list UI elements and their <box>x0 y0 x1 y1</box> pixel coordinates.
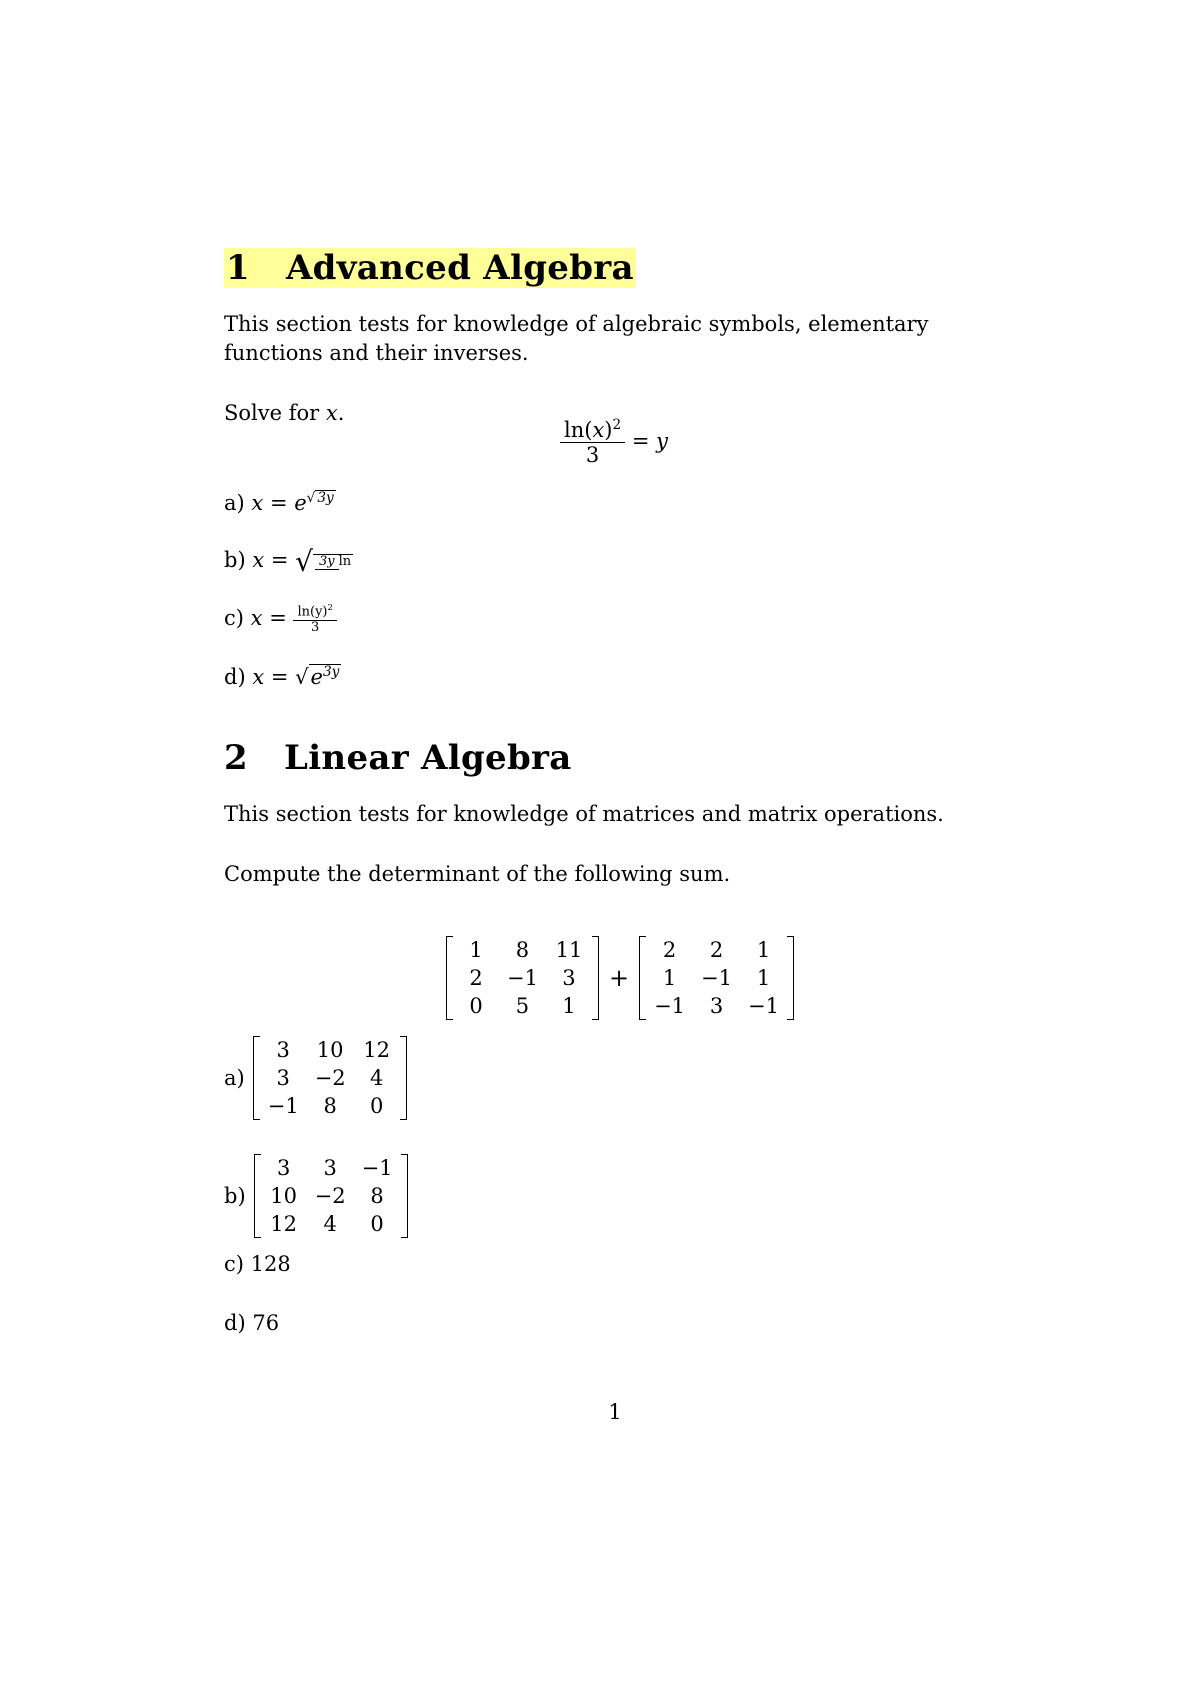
section-2-heading <box>224 738 572 778</box>
matrix-cell: −2 <box>314 1066 346 1090</box>
matrix-cell: 3 <box>323 1156 337 1180</box>
matrix-cell: 12 <box>270 1212 297 1236</box>
matrix-cell: −1 <box>361 1156 393 1180</box>
matrix-cell: 3 <box>276 1156 291 1180</box>
matrix-sum <box>446 936 794 1020</box>
matrix-cell: 1 <box>562 994 576 1018</box>
matrix-cell: 12 <box>363 1038 391 1062</box>
matrix-cell: 3 <box>709 994 724 1018</box>
matrix-cell: 1 <box>469 938 483 962</box>
matrix-cell: −1 <box>748 994 779 1018</box>
prompt-text: Solve for <box>224 401 320 425</box>
matrix-row <box>646 964 787 992</box>
matrix-cell: 8 <box>323 1094 337 1118</box>
heading-highlight <box>224 248 636 288</box>
section-number: 1 <box>226 248 250 288</box>
matrix-cell: 1 <box>756 966 771 990</box>
matrix-cell: 8 <box>515 938 530 962</box>
matrix-row <box>260 1064 400 1092</box>
matrix-row <box>261 1154 401 1182</box>
matrix-cell: −1 <box>701 966 733 990</box>
matrix-option-a <box>253 1036 407 1120</box>
option-b: b) x = √ 3y ln <box>224 545 352 578</box>
matrix-row <box>453 936 592 964</box>
option-2d: d) 76 <box>224 1311 280 1335</box>
matrix-a <box>446 936 599 1020</box>
section-1-prompt: Solve for x. <box>224 401 345 425</box>
matrix-b <box>639 936 794 1020</box>
section-1-intro: This section tests for knowledge of algebraic symbols, elementary functions and their inverses. <box>224 312 929 365</box>
matrix-cell: −1 <box>507 966 538 990</box>
matrix-cell: 0 <box>370 1212 384 1236</box>
matrix-option-b <box>254 1154 408 1238</box>
matrix-cell: 0 <box>369 1094 384 1118</box>
section-2-prompt: Compute the determinant of the following sum. <box>224 862 731 886</box>
matrix-cell: 2 <box>709 938 724 962</box>
matrix-row <box>646 936 787 964</box>
matrix-cell: 3 <box>276 1066 290 1090</box>
matrix-cell: 5 <box>515 994 530 1018</box>
option-2b: b) 3 3 −1 10 −2 8 12 4 0 <box>224 1154 408 1238</box>
option-c: c) x = $\frac{\ln(y)^2}{3}$ <box>224 603 337 636</box>
equation-fraction: $\frac{\ln(x)^2}{3}$ <box>560 418 625 467</box>
option-a: a) $x = e^{√ 3y}$ <box>224 490 334 515</box>
matrix-cell: 2 <box>469 966 483 990</box>
matrix-row <box>453 964 592 992</box>
matrix-cell: 11 <box>555 938 583 962</box>
matrix-cell: 4 <box>323 1212 337 1236</box>
matrix-cell: 8 <box>370 1184 384 1208</box>
main-equation: $\frac{\ln(x)^2}{3}$ = y <box>560 418 668 467</box>
matrix-cell: 1 <box>662 966 677 990</box>
matrix-cell: −1 <box>267 1094 299 1118</box>
matrix-cell: 3 <box>276 1038 290 1062</box>
section-number: 2 <box>224 738 248 778</box>
matrix-cell: 3 <box>562 966 576 990</box>
matrix-cell: 10 <box>270 1184 297 1208</box>
plus-sign: + <box>608 964 630 992</box>
option-2a: a) 3 10 12 3 −2 4 −1 8 0 <box>224 1036 407 1120</box>
matrix-cell: 10 <box>316 1038 344 1062</box>
section-title: Advanced Algebra <box>286 248 634 288</box>
matrix-row <box>260 1092 400 1120</box>
matrix-cell: −1 <box>654 994 686 1018</box>
matrix-row <box>261 1182 401 1210</box>
page-number: 1 <box>608 1400 622 1424</box>
option-d: d) $x = √e^{3y}$ <box>224 664 340 689</box>
matrix-cell: −2 <box>314 1184 346 1208</box>
matrix-cell: 2 <box>662 938 677 962</box>
matrix-cell: 1 <box>756 938 771 962</box>
matrix-cell: 4 <box>369 1066 384 1090</box>
matrix-row <box>260 1036 400 1064</box>
section-1-heading <box>224 248 636 288</box>
section-2-intro: This section tests for knowledge of matrices and matrix operations. <box>224 802 944 826</box>
prompt-variable: x <box>325 401 338 425</box>
matrix-row <box>453 992 592 1020</box>
matrix-cell: 0 <box>469 994 483 1018</box>
matrix-row <box>646 992 787 1020</box>
option-2c: c) 128 <box>224 1252 291 1276</box>
section-title: Linear Algebra <box>284 738 572 778</box>
matrix-row <box>261 1210 401 1238</box>
